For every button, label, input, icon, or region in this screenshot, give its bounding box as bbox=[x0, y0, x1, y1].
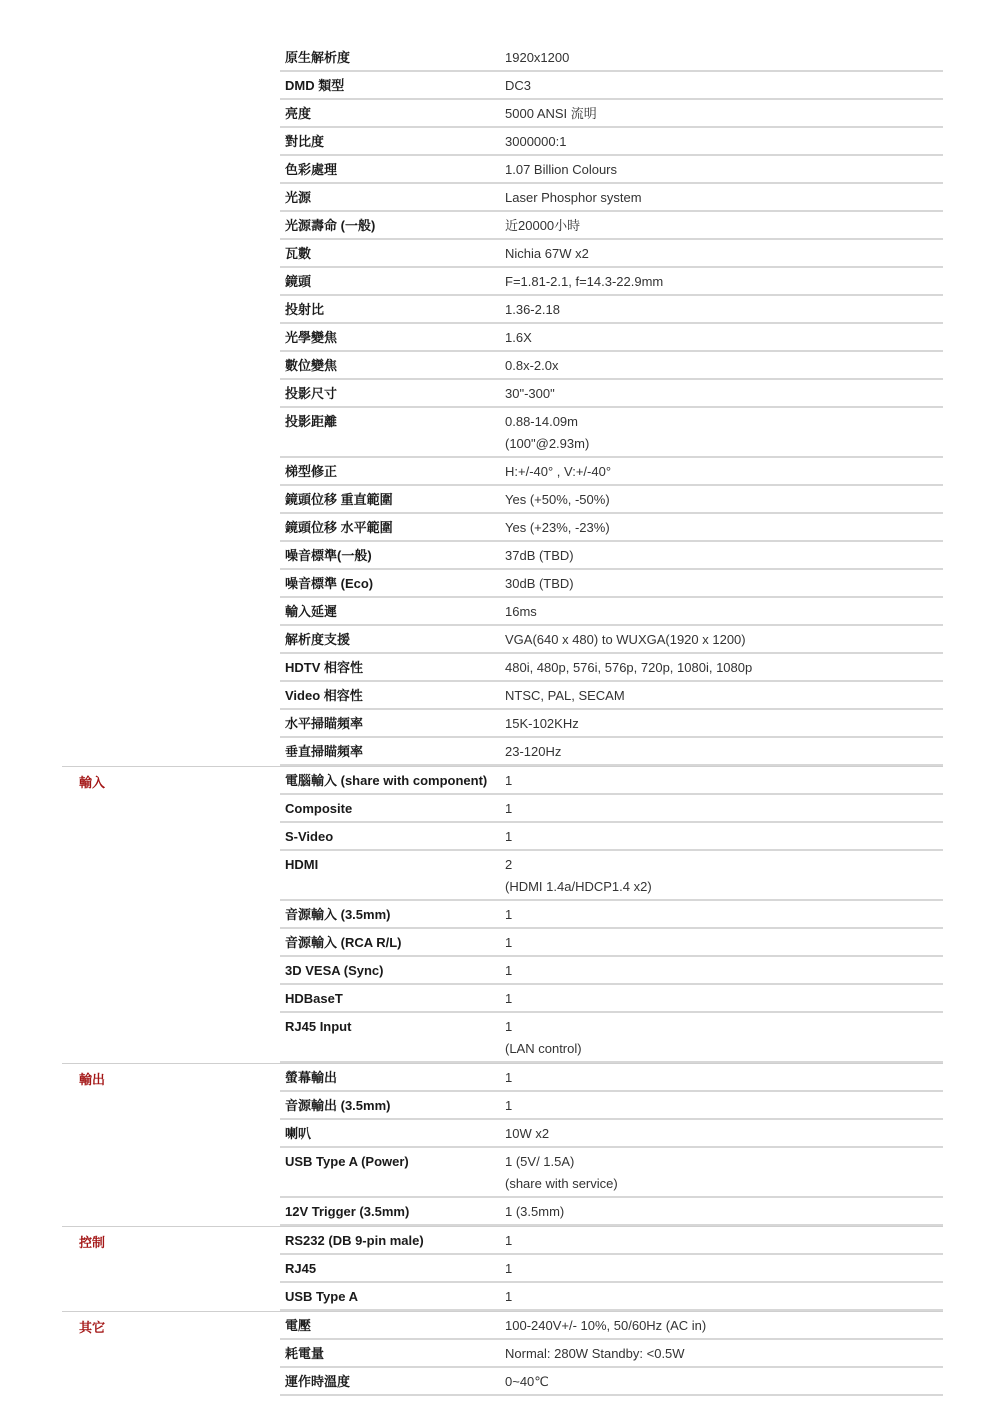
spec-sheet bbox=[62, 44, 943, 1396]
spec-label: 喇叭 bbox=[285, 1126, 312, 1141]
section-label: 輸入 bbox=[79, 775, 106, 790]
spec-value bbox=[505, 1233, 943, 1249]
spec-value-line: 1 bbox=[505, 1233, 513, 1248]
spec-value-line: DC3 bbox=[505, 78, 532, 93]
spec-value-line: 1 bbox=[505, 801, 513, 816]
section-label: 控制 bbox=[79, 1235, 106, 1250]
spec-value-note: (LAN control) bbox=[505, 1041, 582, 1056]
spec-value bbox=[505, 688, 943, 704]
spec-label: 梯型修正 bbox=[285, 464, 338, 479]
spec-value-line: 1.07 Billion Colours bbox=[505, 162, 618, 177]
spec-label: 光學變焦 bbox=[285, 330, 338, 345]
spec-row bbox=[280, 1064, 943, 1092]
spec-section bbox=[62, 44, 943, 766]
spec-label: 電壓 bbox=[285, 1318, 312, 1333]
spec-label: 投影距離 bbox=[285, 414, 338, 429]
spec-value-line: 100-240V+/- 10%, 50/60Hz (AC in) bbox=[505, 1318, 707, 1333]
spec-label: 耗電量 bbox=[285, 1346, 325, 1361]
spec-value-line: Nichia 67W x2 bbox=[505, 246, 589, 261]
spec-value-line: 23-120Hz bbox=[505, 744, 562, 759]
spec-section bbox=[62, 766, 943, 1063]
spec-value bbox=[505, 660, 943, 676]
spec-value-line: Normal: 280W Standby: <0.5W bbox=[505, 1346, 685, 1361]
spec-label: 噪音標準(一般) bbox=[285, 548, 372, 563]
spec-value-line: 1 bbox=[505, 963, 513, 978]
spec-value-note: (HDMI 1.4a/HDCP1.4 x2) bbox=[505, 879, 652, 894]
spec-row bbox=[280, 380, 943, 408]
spec-label: 電腦輸入 (share with component) bbox=[285, 773, 488, 788]
spec-value-line: 1 (5V/ 1.5A) bbox=[505, 1154, 575, 1169]
spec-label: HDBaseT bbox=[285, 991, 343, 1006]
spec-row bbox=[280, 929, 943, 957]
spec-label: 音源輸入 (3.5mm) bbox=[285, 907, 391, 922]
spec-value-line: 30"-300" bbox=[505, 386, 555, 401]
spec-rows bbox=[280, 1312, 943, 1396]
spec-label: 光源 bbox=[285, 190, 312, 205]
spec-row bbox=[280, 408, 943, 458]
spec-value-line: 37dB (TBD) bbox=[505, 548, 574, 563]
spec-value bbox=[505, 1204, 943, 1220]
spec-row bbox=[280, 486, 943, 514]
spec-value-line: Yes (+50%, -50%) bbox=[505, 492, 610, 507]
spec-value-line: 15K-102KHz bbox=[505, 716, 579, 731]
spec-label: 噪音標準 (Eco) bbox=[285, 576, 374, 591]
spec-row bbox=[280, 268, 943, 296]
spec-row bbox=[280, 957, 943, 985]
spec-row bbox=[280, 626, 943, 654]
spec-value-line: 480i, 480p, 576i, 576p, 720p, 1080i, 1080p bbox=[505, 660, 753, 675]
spec-row bbox=[280, 654, 943, 682]
spec-row bbox=[280, 1092, 943, 1120]
spec-rows bbox=[280, 44, 943, 766]
spec-row bbox=[280, 1120, 943, 1148]
spec-label: 音源輸出 (3.5mm) bbox=[285, 1098, 391, 1113]
spec-label: 12V Trigger (3.5mm) bbox=[285, 1204, 410, 1219]
section-label: 其它 bbox=[79, 1320, 106, 1335]
spec-label: RJ45 Input bbox=[285, 1019, 352, 1034]
spec-label: HDTV 相容性 bbox=[285, 660, 364, 675]
spec-value bbox=[505, 358, 943, 374]
spec-value-line: 1 (3.5mm) bbox=[505, 1204, 565, 1219]
spec-label: Composite bbox=[285, 801, 353, 816]
spec-value bbox=[505, 330, 943, 346]
spec-value bbox=[505, 1098, 943, 1114]
spec-label: 鏡頭位移 水平範圍 bbox=[285, 520, 393, 535]
spec-row bbox=[280, 352, 943, 380]
spec-label: Video 相容性 bbox=[285, 688, 363, 703]
spec-value bbox=[505, 632, 943, 648]
spec-value bbox=[505, 218, 943, 234]
spec-row bbox=[280, 72, 943, 100]
spec-label: 亮度 bbox=[285, 106, 312, 121]
spec-row bbox=[280, 156, 943, 184]
spec-value bbox=[505, 1289, 943, 1305]
spec-label: DMD 類型 bbox=[285, 78, 345, 93]
spec-label: 運作時溫度 bbox=[285, 1374, 351, 1389]
spec-value bbox=[505, 1374, 943, 1390]
spec-label: 色彩處理 bbox=[285, 162, 338, 177]
spec-row bbox=[280, 823, 943, 851]
spec-row bbox=[280, 1312, 943, 1340]
spec-value-line: NTSC, PAL, SECAM bbox=[505, 688, 625, 703]
spec-value-line: 1 bbox=[505, 1289, 513, 1304]
spec-value-line: 0~40℃ bbox=[505, 1374, 549, 1389]
spec-row bbox=[280, 542, 943, 570]
spec-row bbox=[280, 570, 943, 598]
spec-value-line: 1 bbox=[505, 1261, 513, 1276]
spec-row bbox=[280, 851, 943, 901]
spec-row bbox=[280, 738, 943, 766]
spec-value bbox=[505, 991, 943, 1007]
spec-value-line: 1 bbox=[505, 991, 513, 1006]
spec-row bbox=[280, 1255, 943, 1283]
spec-value bbox=[505, 1346, 943, 1362]
spec-label: S-Video bbox=[285, 829, 334, 844]
spec-label: RS232 (DB 9-pin male) bbox=[285, 1233, 424, 1248]
spec-label: RJ45 bbox=[285, 1261, 317, 1276]
spec-value-line: 1 bbox=[505, 1019, 513, 1034]
spec-value bbox=[505, 464, 943, 480]
spec-value-line: Laser Phosphor system bbox=[505, 190, 642, 205]
spec-value bbox=[505, 963, 943, 979]
spec-label: 垂直掃瞄頻率 bbox=[285, 744, 364, 759]
spec-label: 鏡頭位移 重直範圍 bbox=[285, 492, 393, 507]
spec-label: 3D VESA (Sync) bbox=[285, 963, 384, 978]
spec-value-line: 近20000小時 bbox=[505, 218, 581, 233]
spec-value bbox=[505, 576, 943, 592]
spec-row bbox=[280, 1013, 943, 1063]
spec-row bbox=[280, 598, 943, 626]
spec-label: 光源壽命 (一般) bbox=[285, 218, 376, 233]
spec-value bbox=[505, 492, 943, 508]
spec-value bbox=[505, 1019, 943, 1057]
spec-row bbox=[280, 985, 943, 1013]
spec-value-line: 1.6X bbox=[505, 330, 532, 345]
spec-label: 鏡頭 bbox=[285, 274, 312, 289]
spec-label: 水平掃瞄頻率 bbox=[285, 716, 364, 731]
spec-row bbox=[280, 100, 943, 128]
spec-value bbox=[505, 548, 943, 564]
spec-value bbox=[505, 1126, 943, 1142]
spec-value bbox=[505, 246, 943, 262]
spec-value-line: Yes (+23%, -23%) bbox=[505, 520, 610, 535]
spec-value bbox=[505, 302, 943, 318]
spec-value-line: 1 bbox=[505, 773, 513, 788]
spec-value bbox=[505, 106, 943, 122]
spec-value bbox=[505, 1154, 943, 1192]
spec-value-line: 0.88-14.09m bbox=[505, 414, 578, 429]
spec-row bbox=[280, 1198, 943, 1226]
spec-value bbox=[505, 1070, 943, 1086]
spec-row bbox=[280, 795, 943, 823]
spec-value-line: 1 bbox=[505, 829, 513, 844]
spec-value bbox=[505, 773, 943, 789]
spec-value bbox=[505, 935, 943, 951]
spec-value-line: 1 bbox=[505, 1070, 513, 1085]
spec-value bbox=[505, 520, 943, 536]
spec-row bbox=[280, 682, 943, 710]
spec-value-line: 30dB (TBD) bbox=[505, 576, 574, 591]
spec-value bbox=[505, 716, 943, 732]
spec-row bbox=[280, 44, 943, 72]
spec-value-line: VGA(640 x 480) to WUXGA(1920 x 1200) bbox=[505, 632, 746, 647]
spec-value bbox=[505, 190, 943, 206]
spec-value-note: (share with service) bbox=[505, 1176, 618, 1191]
spec-value bbox=[505, 829, 943, 845]
spec-value bbox=[505, 414, 943, 452]
spec-value-line: 5000 ANSI 流明 bbox=[505, 106, 597, 121]
spec-value bbox=[505, 744, 943, 760]
spec-section bbox=[62, 1063, 943, 1226]
spec-row bbox=[280, 1227, 943, 1255]
spec-value-line: 10W x2 bbox=[505, 1126, 550, 1141]
spec-value-line: 2 bbox=[505, 857, 513, 872]
spec-section bbox=[62, 1226, 943, 1311]
spec-value bbox=[505, 857, 943, 895]
spec-row bbox=[280, 1283, 943, 1311]
spec-rows bbox=[280, 1227, 943, 1311]
spec-label: 音源輸入 (RCA R/L) bbox=[285, 935, 402, 950]
spec-row bbox=[280, 1340, 943, 1368]
spec-value-line: 1.36-2.18 bbox=[505, 302, 560, 317]
spec-row bbox=[280, 240, 943, 268]
spec-row bbox=[280, 1368, 943, 1396]
spec-row bbox=[280, 901, 943, 929]
spec-value-line: 3000000:1 bbox=[505, 134, 567, 149]
spec-row bbox=[280, 128, 943, 156]
spec-value bbox=[505, 801, 943, 817]
spec-value bbox=[505, 162, 943, 178]
spec-value-line: 0.8x-2.0x bbox=[505, 358, 559, 373]
spec-value-line: 1 bbox=[505, 935, 513, 950]
spec-rows bbox=[280, 1064, 943, 1226]
spec-label: 瓦數 bbox=[285, 246, 312, 261]
spec-rows bbox=[280, 767, 943, 1063]
spec-value bbox=[505, 134, 943, 150]
spec-section bbox=[62, 1311, 943, 1396]
spec-value bbox=[505, 274, 943, 290]
spec-row bbox=[280, 212, 943, 240]
spec-value bbox=[505, 604, 943, 620]
spec-value-note: (100"@2.93m) bbox=[505, 436, 590, 451]
spec-row bbox=[280, 767, 943, 795]
spec-label: 原生解析度 bbox=[285, 50, 351, 65]
spec-value bbox=[505, 1318, 943, 1334]
spec-label: 投影尺寸 bbox=[285, 386, 338, 401]
spec-label: 螢幕輸出 bbox=[285, 1070, 338, 1085]
spec-label: 解析度支援 bbox=[285, 632, 351, 647]
spec-label: 數位變焦 bbox=[285, 358, 338, 373]
spec-row bbox=[280, 296, 943, 324]
spec-value-line: 1 bbox=[505, 1098, 513, 1113]
spec-value bbox=[505, 386, 943, 402]
section-label: 輸出 bbox=[79, 1072, 106, 1087]
spec-label: 輸入延遲 bbox=[285, 604, 338, 619]
spec-row bbox=[280, 184, 943, 212]
spec-value bbox=[505, 50, 943, 66]
spec-row bbox=[280, 710, 943, 738]
spec-label: HDMI bbox=[285, 857, 319, 872]
spec-value-line: F=1.81-2.1, f=14.3-22.9mm bbox=[505, 274, 664, 289]
spec-row bbox=[280, 458, 943, 486]
spec-value bbox=[505, 78, 943, 94]
spec-label: 對比度 bbox=[285, 134, 325, 149]
spec-label: USB Type A (Power) bbox=[285, 1154, 409, 1169]
spec-value-line: 1920x1200 bbox=[505, 50, 570, 65]
spec-value bbox=[505, 907, 943, 923]
spec-label: 投射比 bbox=[285, 302, 325, 317]
spec-value-line: 16ms bbox=[505, 604, 537, 619]
spec-value-line: 1 bbox=[505, 907, 513, 922]
spec-row bbox=[280, 514, 943, 542]
spec-value bbox=[505, 1261, 943, 1277]
spec-value-line: H:+/-40° , V:+/-40° bbox=[505, 464, 612, 479]
spec-row bbox=[280, 324, 943, 352]
spec-label: USB Type A bbox=[285, 1289, 358, 1304]
spec-row bbox=[280, 1148, 943, 1198]
